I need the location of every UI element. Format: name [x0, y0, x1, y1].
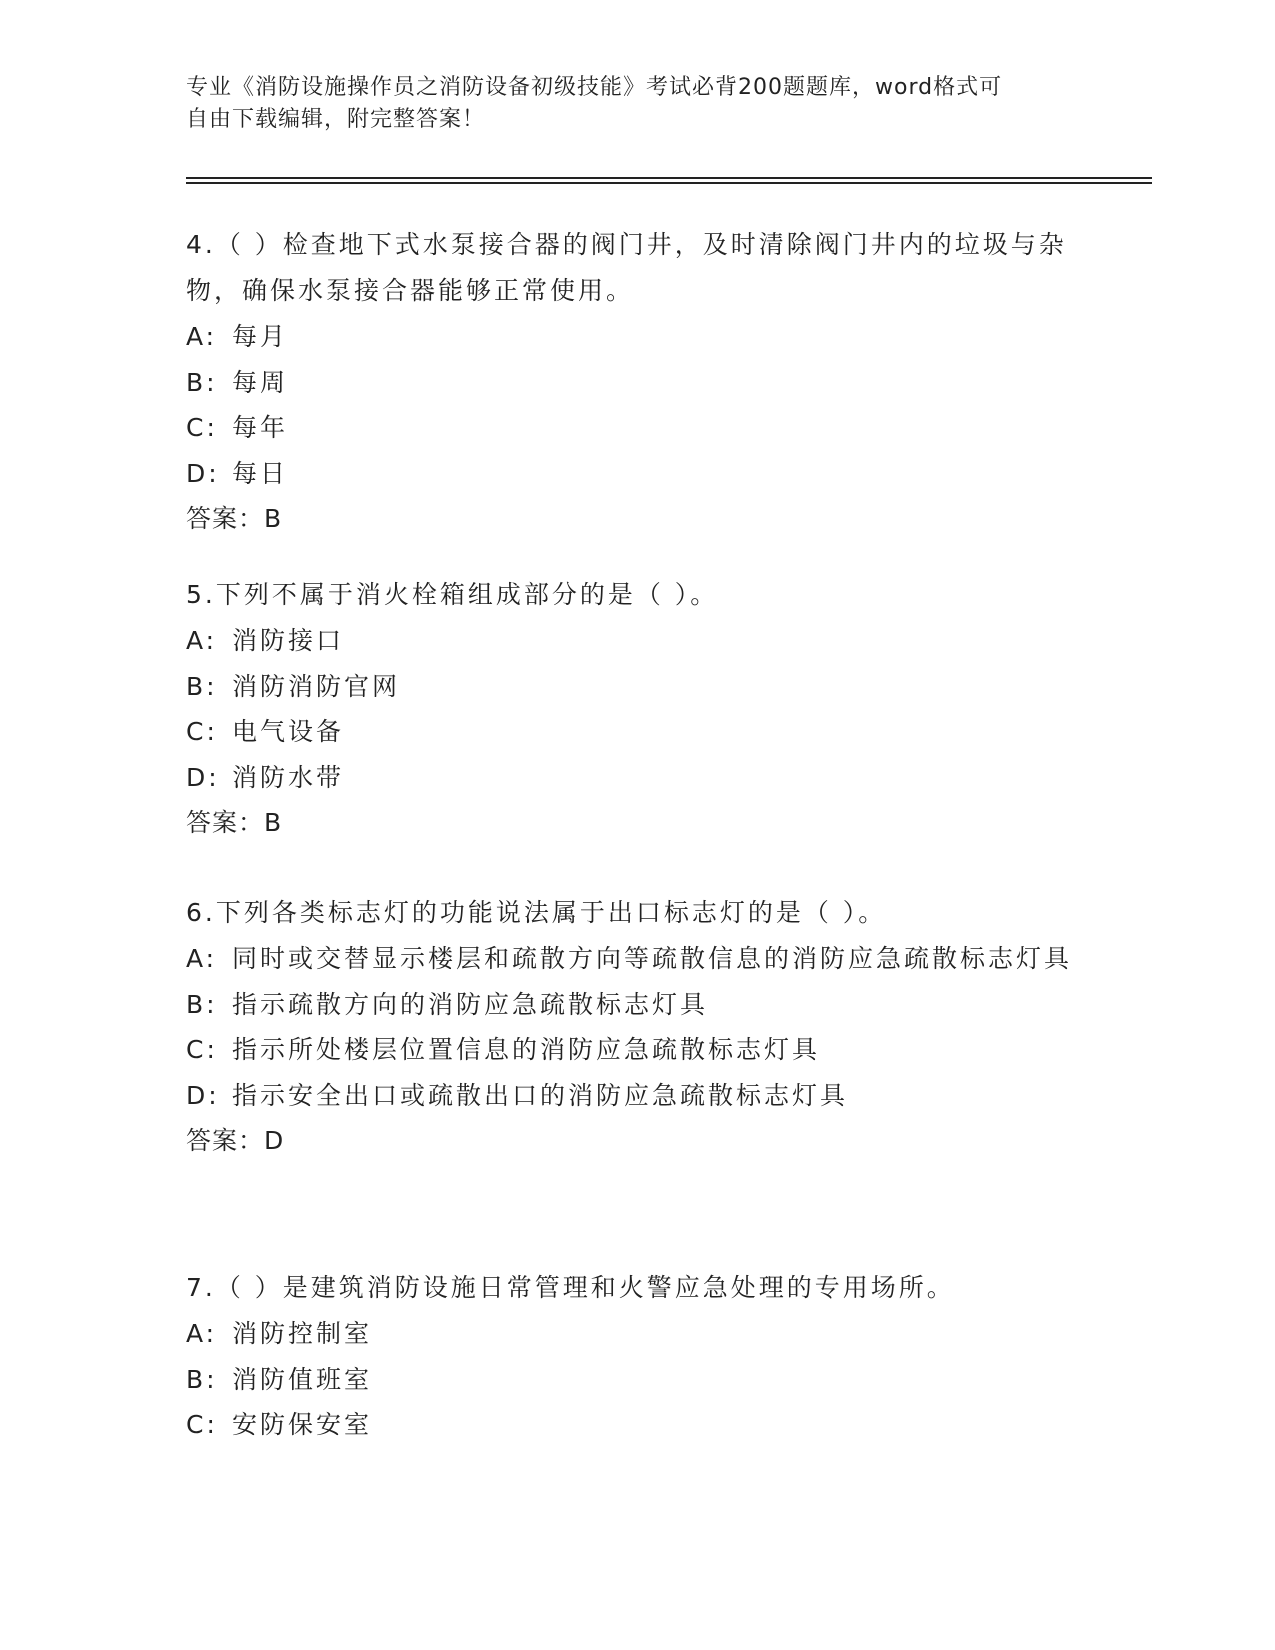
question-stem: 4.（ ）检查地下式水泵接合器的阀门井，及时清除阀门井内的垃圾与杂物，确保水泵接合器能够正常使用。: [186, 230, 1067, 305]
option-c: [186, 1027, 1086, 1073]
option-c: [186, 1402, 1086, 1448]
answer-line: 答案：D: [186, 1126, 285, 1155]
option-label: A:: [186, 1319, 218, 1348]
option-label: C:: [186, 413, 218, 442]
option-c: [186, 405, 1086, 451]
option-b: [186, 982, 1086, 1028]
option-a: [186, 618, 1086, 664]
answer-line: 答案：B: [186, 808, 283, 837]
option-label: C:: [186, 717, 218, 746]
option-text: 消防控制室: [232, 1319, 373, 1348]
option-c: [186, 709, 1086, 755]
question-stem: 6.下列各类标志灯的功能说法属于出口标志灯的是（ ）。: [186, 898, 887, 927]
question-4: [186, 222, 1086, 542]
option-label: D:: [186, 458, 220, 488]
option-text: 安防保安室: [232, 1410, 373, 1439]
option-text: 同时或交替显示楼层和疏散方向等疏散信息的消防应急疏散标志灯具: [232, 944, 1073, 973]
option-a: [186, 314, 1086, 360]
option-text: 每周: [232, 367, 289, 397]
option-d: [186, 755, 1086, 801]
option-text: 每月: [232, 322, 289, 351]
option-label: B:: [186, 1364, 218, 1394]
option-label: C:: [186, 1035, 218, 1064]
option-text: 指示疏散方向的消防应急疏散标志灯具: [232, 989, 709, 1019]
header-divider-top: [186, 177, 1152, 179]
option-d: [186, 451, 1086, 497]
option-text: 消防水带: [232, 762, 345, 792]
header-divider-bottom: [186, 182, 1152, 184]
header-line-2: 自由下载编辑，附完整答案！: [186, 107, 486, 132]
option-text: 电气设备: [232, 717, 345, 746]
document-header: [186, 72, 1066, 136]
option-label: B:: [186, 671, 218, 701]
option-label: D:: [186, 762, 220, 792]
option-b: [186, 1357, 1086, 1403]
option-text: 每年: [232, 413, 289, 442]
answer-line: 答案：B: [186, 504, 283, 533]
option-d: [186, 1073, 1086, 1119]
question-stem: 5.下列不属于消火栓箱组成部分的是（ ）。: [186, 580, 719, 609]
option-text: 消防值班室: [232, 1364, 373, 1394]
question-5: [186, 572, 1086, 846]
question-stem: 7.（ ）是建筑消防设施日常管理和火警应急处理的专用场所。: [186, 1273, 955, 1302]
option-a: [186, 936, 1086, 982]
option-label: B:: [186, 989, 218, 1019]
option-a: [186, 1311, 1086, 1357]
option-label: B:: [186, 367, 218, 397]
option-label: A:: [186, 944, 218, 973]
option-text: 消防接口: [232, 626, 345, 655]
question-6: [186, 890, 1086, 1164]
option-b: [186, 664, 1086, 710]
option-text: 消防消防官网: [232, 671, 401, 701]
option-label: C:: [186, 1410, 218, 1439]
header-line-1: 专业《消防设施操作员之消防设备初级技能》考试必背200题题库，word格式可: [186, 75, 1003, 100]
option-text: 指示安全出口或疏散出口的消防应急疏散标志灯具: [232, 1080, 849, 1110]
option-label: D:: [186, 1080, 220, 1110]
option-text: 每日: [232, 458, 289, 488]
option-text: 指示所处楼层位置信息的消防应急疏散标志灯具: [232, 1035, 821, 1064]
option-label: A:: [186, 322, 218, 351]
option-label: A:: [186, 626, 218, 655]
question-7: [186, 1265, 1086, 1448]
option-b: [186, 360, 1086, 406]
